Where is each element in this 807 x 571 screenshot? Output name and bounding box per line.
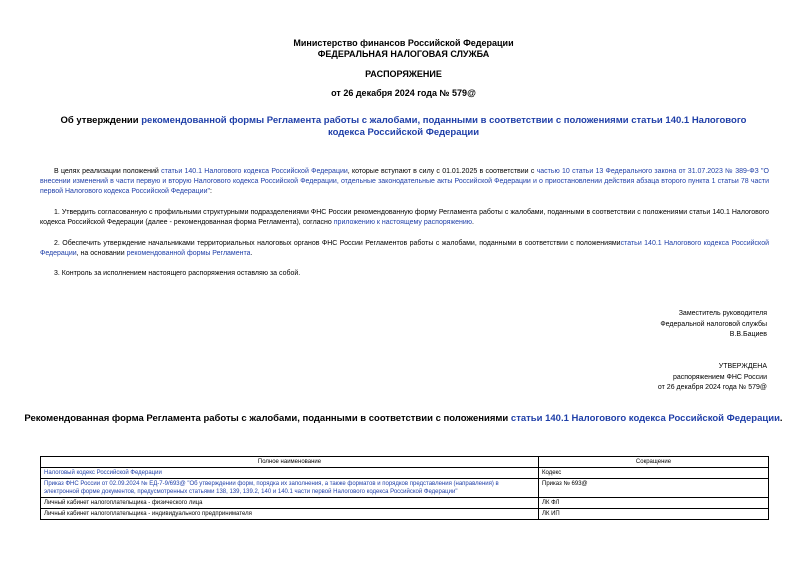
signature-person: В.В.Бациев (729, 331, 767, 338)
item-2-text-1: 2. Обеспечить утверждение начальниками территориальных налоговых органов ФНС России Регламентов работы с жалобами, поданными в соответствии с положениями (54, 240, 621, 247)
table-row (41, 479, 769, 498)
title-link[interactable]: рекомендованной формы Регламента работы с жалобами, поданными в соответствии с положениями статьи 140.1 Налогового кодекса Российской Федерации (141, 115, 747, 138)
ministry-name: Министерство финансов Российской Федерации (293, 38, 514, 48)
form-title-text-2: . (779, 413, 783, 424)
table-row (41, 509, 769, 520)
item-1-paragraph (40, 208, 769, 228)
table-cell-full-name: Личный кабинет налогоплательщика - физического лица (41, 498, 539, 509)
preamble-paragraph (40, 167, 769, 197)
form-title-text-1: Рекомендованная форма Регламента работы с жалобами, поданными в соответствии с положениями (24, 413, 511, 424)
table-cell-abbreviation: Приказ № 693@ (539, 479, 769, 498)
preamble-text-3: : (209, 188, 212, 195)
signature-position: Заместитель руководителя (678, 310, 767, 317)
preamble-link-article[interactable]: статьи 140.1 Налогового кодекса Российской Федерации (161, 168, 348, 175)
item-1-text-1: 1. Утвердить согласованную с профильными структурными подразделениями ФНС России рекомендованную форму Регламента работы с жалобами, поданными в соответствии с положениями статьи 140.1 Налогового кодекса Российской Федерации (далее - рекомендованная форма Регламента), согласно (40, 209, 769, 226)
table-header-row (41, 457, 769, 468)
item-3-paragraph (40, 269, 769, 279)
service-name: ФЕДЕРАЛЬНАЯ НАЛОГОВАЯ СЛУЖБА (317, 49, 490, 59)
approval-date: от 26 декабря 2024 года № 579@ (657, 384, 767, 391)
item-2-text-2: , на основании (76, 250, 127, 257)
title-prefix: Об утверждении (60, 115, 142, 126)
approval-order: распоряжением ФНС России (672, 373, 767, 381)
approval-stamp: УТВЕРЖДЕНА (718, 363, 767, 370)
approval-block (467, 362, 767, 394)
form-title (20, 413, 787, 425)
table-cell-full-name[interactable]: Налоговый кодекс Российской Федерации (41, 468, 539, 479)
table-row (41, 498, 769, 509)
table-cell-full-name[interactable]: Приказ ФНС России от 02.09.2024 № ЕД-7-9/693@ "Об утверждении форм, порядка их заполнения, а также форматов и порядков представления (направления) в электронной форме документов, предусмотренных статьями 138, 139, 139.2, 140 и 140.1 части первой Налогового кодекса Российской Федерации" (41, 479, 539, 498)
column-header-abbreviation: Сокращение (539, 457, 769, 468)
item-2-link-form[interactable]: рекомендованной формы Регламента (126, 250, 251, 257)
table-row (41, 468, 769, 479)
table-cell-full-name: Личный кабинет налогоплательщика - индивидуального предпринимателя (41, 509, 539, 520)
document-date: от 26 декабря 2024 года № 579@ (331, 88, 476, 98)
item-2-paragraph (40, 239, 769, 259)
item-1-text-2: . (472, 219, 474, 226)
form-title-link[interactable]: статьи 140.1 Налогового кодекса Российской Федерации (510, 413, 780, 424)
item-3-text-1: 3. Контроль за исполнением настоящего распоряжения оставляю за собой. (54, 270, 301, 277)
preamble-link-law[interactable]: частью 10 статьи 13 Федерального закона от 31.07.2023 № 389-ФЗ "О внесении изменений в части первую и вторую Налогового кодекса Российской Федерации, отдельные законодательные акты Российской Федерации и о приостановлении действия абзаца второго пункта 1 статьи 78 части первой Налогового кодекса Российской Федерации" (40, 168, 769, 195)
preamble-text-1: В целях реализации положений (54, 168, 162, 175)
column-header-full-name: Полное наименование (41, 457, 539, 468)
signature-organization: Федеральной налоговой службы (660, 320, 767, 328)
table-cell-abbreviation: Кодекс (539, 468, 769, 479)
item-2-text-3: . (250, 250, 253, 257)
item-2-link-article[interactable]: статьи 140.1 Налогового кодекса Российской Федерации (40, 240, 770, 257)
abbreviations-table (40, 456, 769, 520)
document-title (50, 115, 757, 139)
table-cell-abbreviation: ЛК ИП (539, 509, 769, 520)
signature-block (467, 309, 767, 341)
document-type: РАСПОРЯЖЕНИЕ (365, 69, 442, 79)
preamble-text-2: , которые вступают в силу с 01.01.2025 в соответствии с (347, 168, 537, 175)
item-1-link-appendix[interactable]: приложению к настоящему распоряжению (333, 219, 473, 226)
table-cell-abbreviation: ЛК ФЛ (539, 498, 769, 509)
